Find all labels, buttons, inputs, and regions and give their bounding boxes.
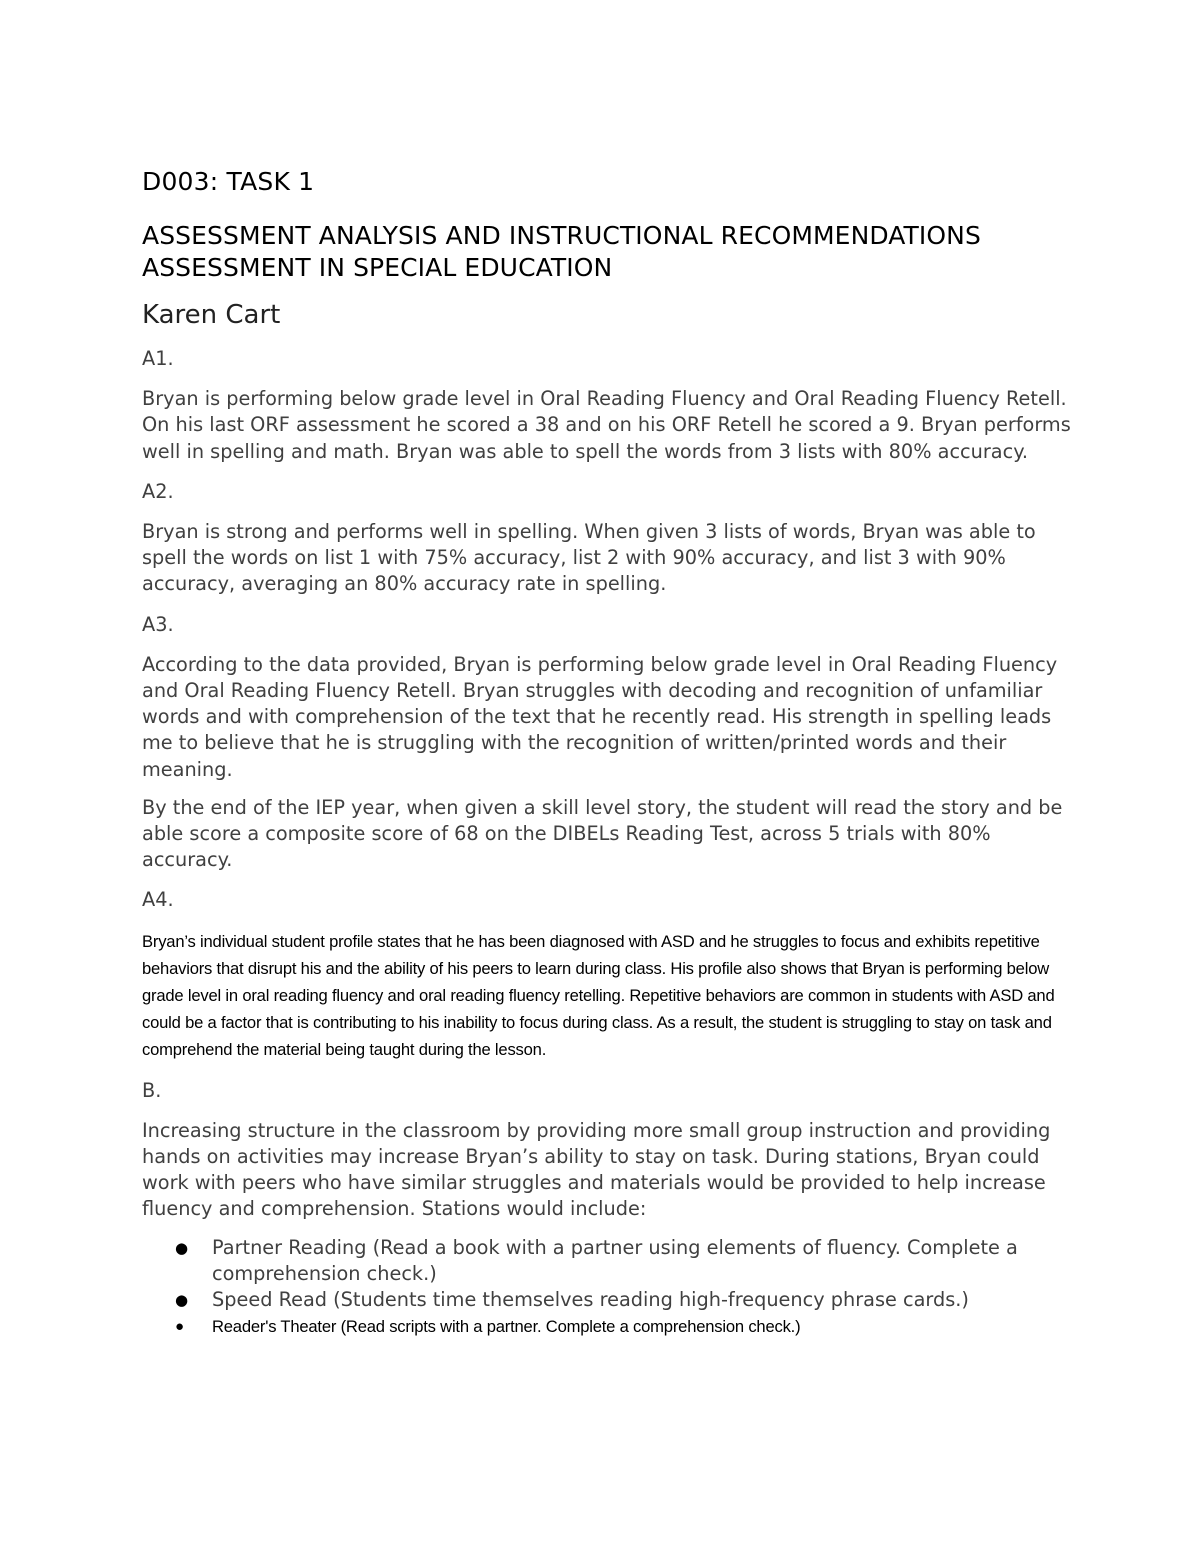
section-a2-text: Bryan is strong and performs well in spelling. When given 3 lists of words, Bryan was able to spell the words on list 1 with 75% accuracy, list 2 with 90% accuracy, and list 3 with 90% accuracy, averaging an 80% accuracy rate in spelling. — [142, 520, 1036, 596]
section-b-label: B. — [142, 1078, 162, 1102]
subtitle-line-2: ASSESSMENT IN SPECIAL EDUCATION — [142, 253, 613, 282]
section-a1-text: Bryan is performing below grade level in Oral Reading Fluency and Oral Reading Fluency Retell. On his last ORF assessment he scored a 38 and on his ORF Retell he scored a 9. Bryan performs well in spelling and math. Bryan was able to spell the words from 3 lists with 80% accuracy. — [142, 387, 1071, 463]
document-title: D003: TASK 1 — [142, 167, 315, 196]
list-item — [142, 1287, 1072, 1313]
section-a3-label: A3. — [142, 612, 174, 636]
list-item — [142, 1235, 1072, 1287]
bullet-icon: ● — [175, 1291, 189, 1310]
author-name: Karen Cart — [142, 300, 281, 330]
station-speed-read: Speed Read (Students time themselves reading high-frequency phrase cards.) — [212, 1288, 969, 1312]
document-page — [142, 166, 1072, 1340]
section-a3-goal: By the end of the IEP year, when given a skill level story, the student will read the story and be able score a composite score of 68 on the DIBELs Reading Test, across 5 trials with 80% accuracy. — [142, 795, 1063, 872]
station-readers-theater: Reader's Theater (Read scripts with a partner. Complete a comprehension check.) — [212, 1317, 801, 1337]
list-item — [142, 1313, 1072, 1340]
section-b-text: Increasing structure in the classroom by providing more small group instruction and providing hands on activities may increase Bryan’s ability to stay on task. During stations, Bryan could work with peers who have similar struggles and materials would be provided to help increase fluency and comprehension. Stations would include: — [142, 1118, 1051, 1221]
subtitle-line-1: ASSESSMENT ANALYSIS AND INSTRUCTIONAL RECOMMENDATIONS — [142, 221, 981, 250]
section-a4-text: Bryan’s individual student profile states that he has been diagnosed with ASD and he struggles to focus and exhibits repetitive behaviors that disrupt his and the ability of his peers to learn during class. His profile also shows that Bryan is performing below grade level in oral reading fluency and oral reading fluency retelling. Repetitive behaviors are common in students with ASD and could be a factor that is contributing to his inability to focus during class. As a result, the student is struggling to stay on task and comprehend the material being taught during the lesson. — [142, 931, 1055, 1060]
section-a3-text: According to the data provided, Bryan is performing below grade level in Oral Reading Fluency and Oral Reading Fluency Retell. Bryan struggles with decoding and recognition of unfamiliar words and with comprehension of the text that he recently read. His strength in spelling leads me to believe that he is struggling with the recognition of written/printed words and their meaning. — [142, 652, 1058, 781]
section-a2-label: A2. — [142, 479, 174, 503]
stations-list — [142, 1235, 1072, 1341]
bullet-icon: ● — [175, 1318, 184, 1336]
bullet-icon: ● — [175, 1238, 189, 1257]
document-subtitle — [142, 220, 1072, 284]
section-a4-label: A4. — [142, 888, 174, 912]
station-partner-reading: Partner Reading (Read a book with a partner using elements of fluency. Complete a comprehension check.) — [212, 1235, 1018, 1285]
section-a1-label: A1. — [142, 347, 174, 370]
